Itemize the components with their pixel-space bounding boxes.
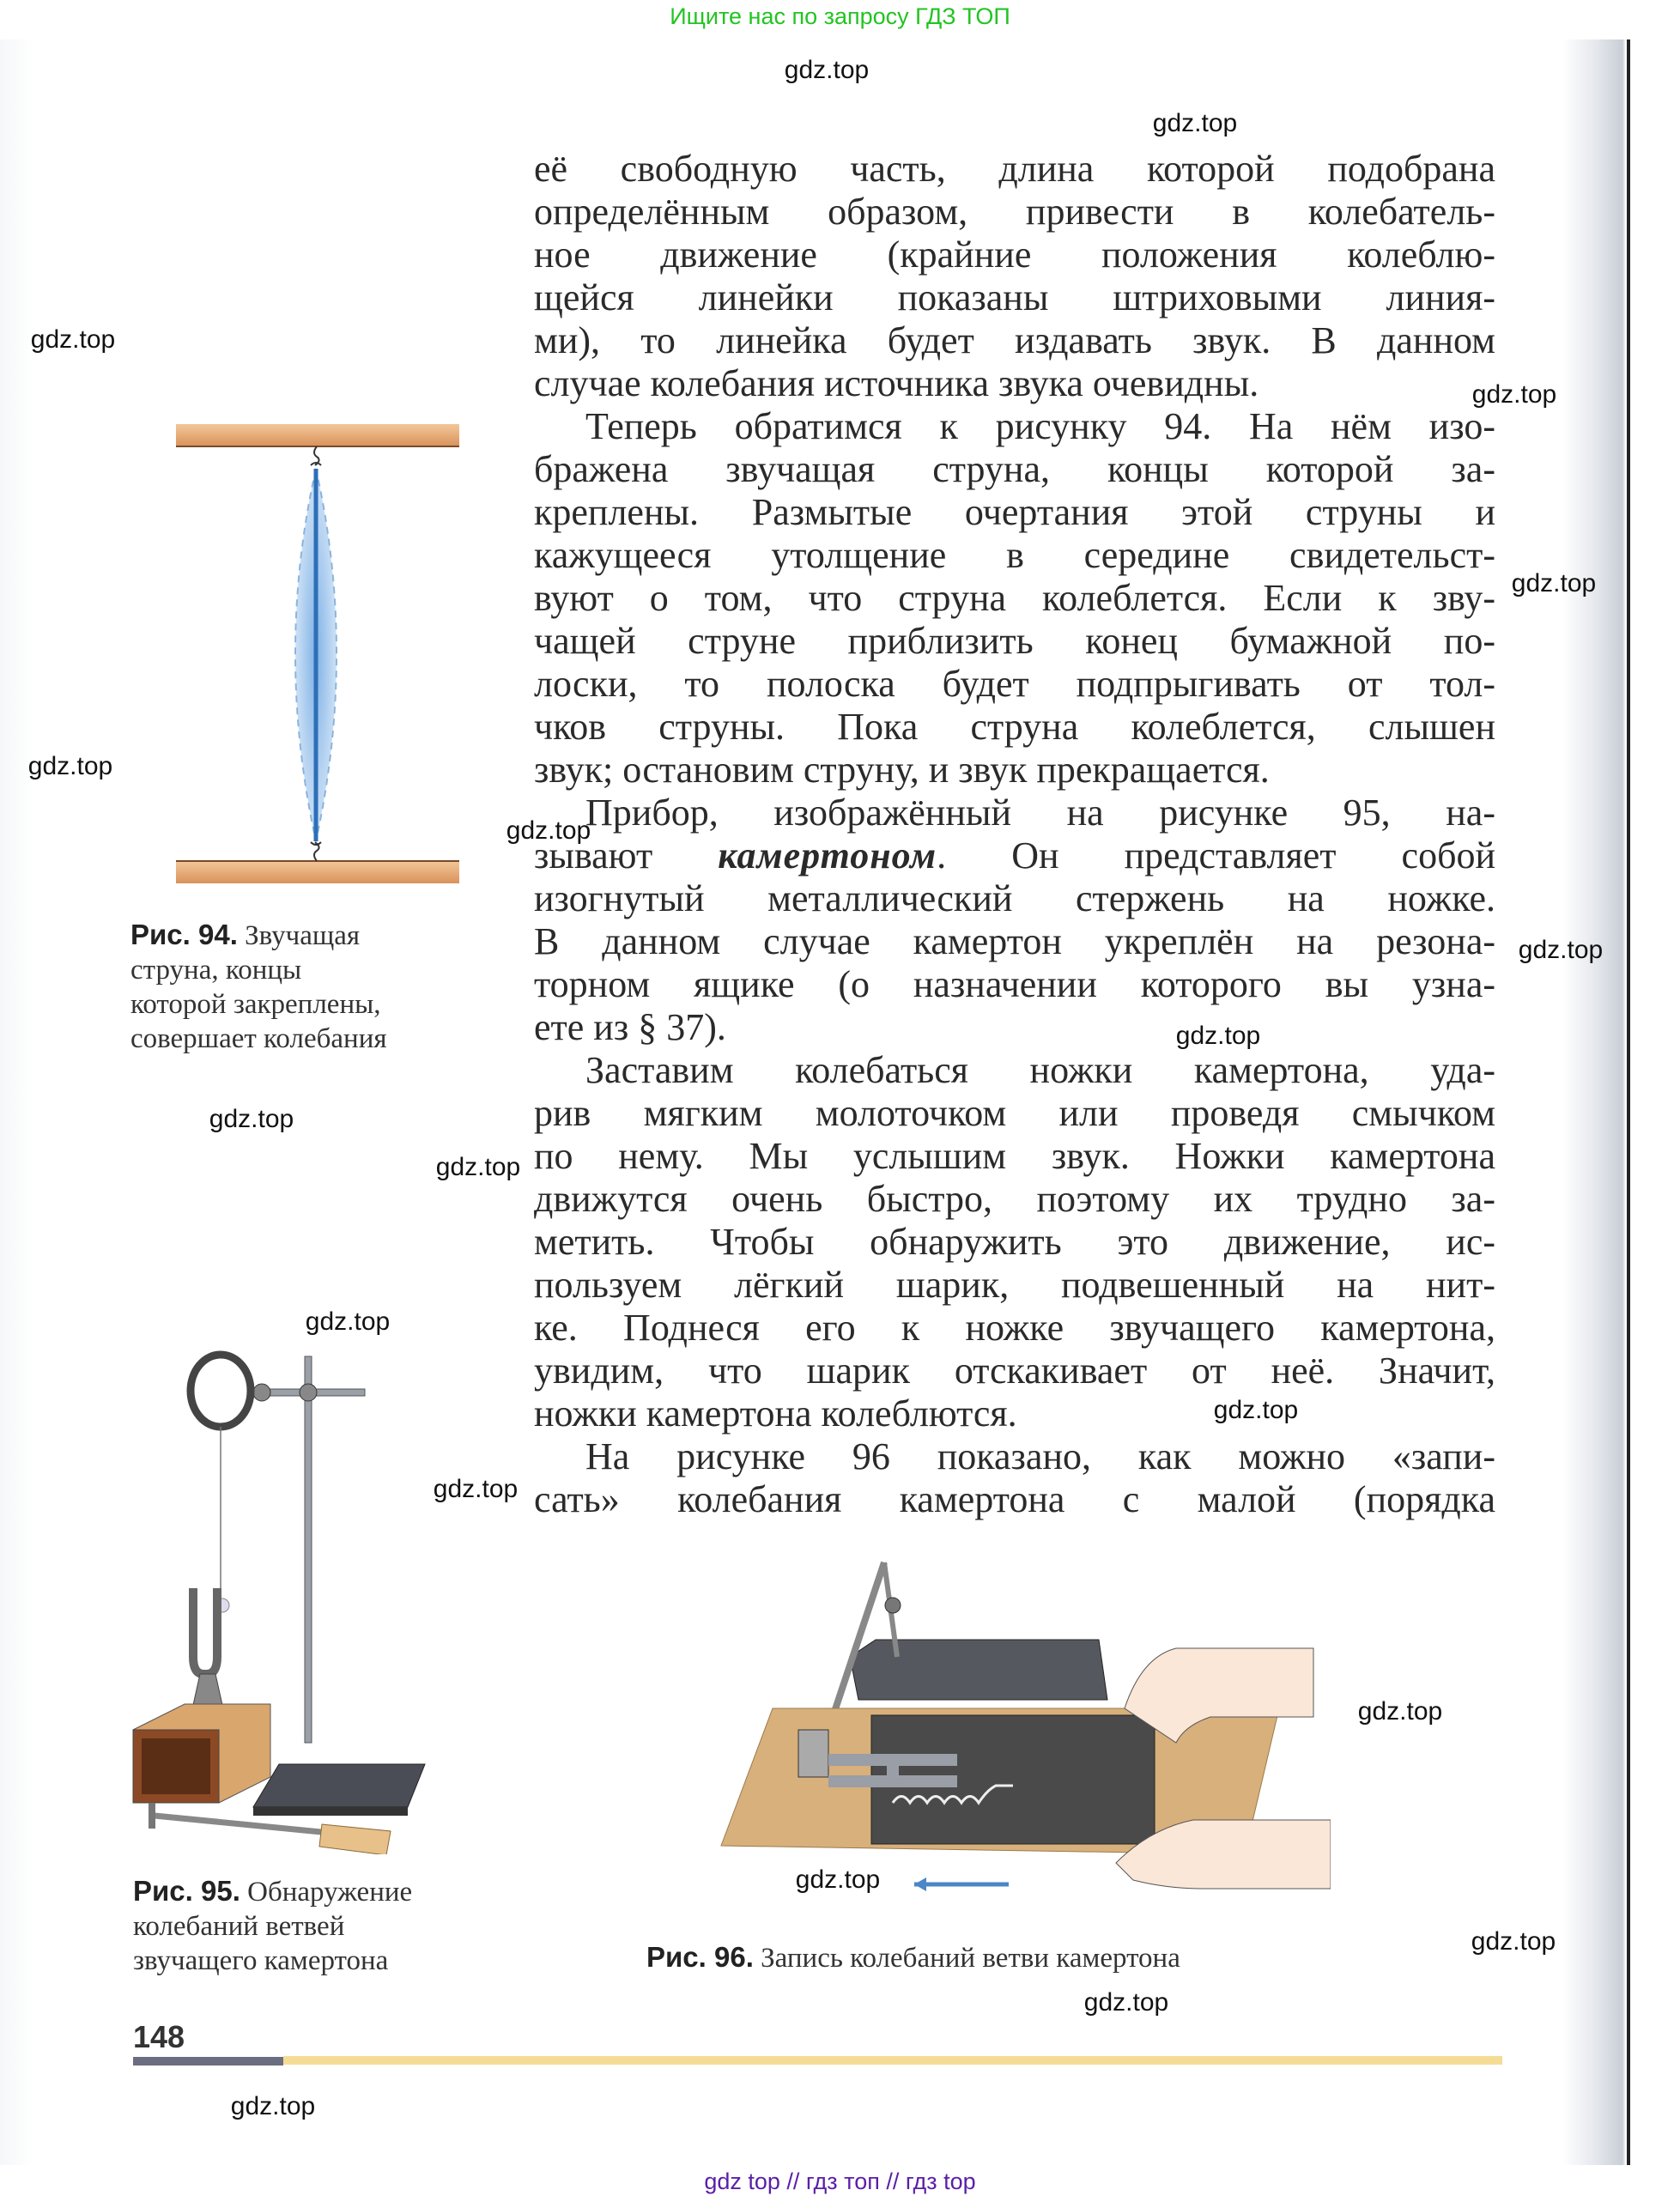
text-line <box>534 1178 1495 1221</box>
watermark: gdz.top <box>1213 1396 1299 1424</box>
caption-text: Запись колебаний ветви камертона <box>761 1943 1180 1974</box>
watermark: gdz.top <box>435 1153 521 1181</box>
text-line <box>534 663 1495 706</box>
figure-96-label: Рис. 96. <box>646 1941 754 1973</box>
text-segment: На рисунке 96 показано, как можно «запи- <box>585 1435 1495 1477</box>
footer-rule <box>283 2056 1502 2065</box>
watermark: gdz.top <box>1511 569 1597 597</box>
text-segment: зывают <box>534 834 719 877</box>
watermark: gdz.top <box>1152 109 1238 137</box>
text-segment: рив мягким молоточком или проведя смычком <box>534 1092 1495 1134</box>
text-line <box>534 362 1495 405</box>
text-line <box>534 276 1495 319</box>
caption-line: струна, концы <box>130 955 302 986</box>
text-segment: чков струны. Пока струна колеблется, слышен <box>534 706 1495 748</box>
caption-line: Звучащая <box>245 920 361 951</box>
text-segment: бражена звучащая струна, концы которой за- <box>534 448 1495 490</box>
watermark: gdz.top <box>506 816 591 845</box>
text-segment: определённым образом, привести в колебатель- <box>534 191 1495 233</box>
text-segment: по нему. Мы услышим звук. Ножки камертона <box>534 1135 1495 1177</box>
text-segment: лоски, то полоска будет подпрыгивать от тол- <box>534 663 1495 705</box>
caption-line: совершает колебания <box>130 1023 387 1054</box>
text-line <box>534 1135 1495 1178</box>
search-banner[interactable]: Ищите нас по запросу ГДЗ ТОП <box>670 3 1010 29</box>
watermark: gdz.top <box>305 1307 391 1336</box>
figure-95-label: Рис. 95. <box>133 1875 240 1907</box>
figure-96-recording-setup <box>713 1545 1331 1906</box>
text-segment: увидим, что шарик отскакивает от неё. Значит, <box>534 1350 1495 1392</box>
figure-95-tuning-fork-stand <box>124 1339 476 1854</box>
page-number: 148 <box>133 2019 185 2054</box>
text-segment: изогнутый металлический стержень на ножке. <box>534 877 1495 919</box>
figure-96-caption <box>646 1940 1180 1975</box>
text-segment: ке. Поднеся его к ножке звучащего камертона, <box>534 1307 1495 1349</box>
text-segment: ете из § 37). <box>534 1006 726 1048</box>
text-segment: чащей струне приблизить конец бумажной по- <box>534 620 1495 662</box>
text-segment: случае колебания источника звука очевидны. <box>534 362 1259 404</box>
text-line <box>534 1350 1495 1392</box>
text-line <box>534 792 1495 834</box>
footer-rule-accent <box>133 2057 283 2065</box>
text-segment: кажущееся утолщение в середине свидетельст- <box>534 534 1495 576</box>
watermark: gdz.top <box>1175 1022 1261 1050</box>
text-line <box>534 1307 1495 1350</box>
watermark: gdz.top <box>209 1105 294 1133</box>
text-line <box>534 1049 1495 1092</box>
text-line <box>534 620 1495 663</box>
text-line <box>534 491 1495 534</box>
watermark: gdz.top <box>1083 1988 1169 2017</box>
term-emphasis: камертоном <box>718 834 937 877</box>
watermark: gdz.top <box>1471 1927 1556 1956</box>
text-segment: креплены. Размытые очертания этой струны и <box>534 491 1495 533</box>
text-segment: . Он представляет собой <box>937 834 1496 877</box>
text-segment: В данном случае камертон укреплён на резона- <box>534 920 1495 962</box>
text-line <box>534 1264 1495 1307</box>
text-line <box>534 148 1495 191</box>
text-line <box>534 1478 1495 1521</box>
text-segment: пользуем лёгкий шарик, подвешенный на нит- <box>534 1264 1495 1306</box>
text-line <box>534 706 1495 749</box>
caption-line: Обнаружение <box>247 1877 413 1908</box>
figure-94-label: Рис. 94. <box>130 919 238 950</box>
text-line <box>534 1092 1495 1135</box>
text-line <box>534 577 1495 620</box>
text-line <box>534 749 1495 792</box>
watermark: gdz.top <box>230 2092 316 2120</box>
text-line <box>534 1006 1495 1049</box>
body-text <box>534 148 1495 1521</box>
watermark: gdz.top <box>1471 380 1557 409</box>
text-segment: звук; остановим струну, и звук прекращается. <box>534 749 1270 791</box>
caption-line: которой закреплены, <box>130 989 381 1020</box>
figure-94-caption <box>130 918 387 1056</box>
footer-links[interactable]: gdz top // гдз топ // гдз top <box>704 2169 976 2194</box>
text-line <box>534 1435 1495 1478</box>
watermark: gdz.top <box>784 56 870 84</box>
text-segment: ное движение (крайние положения колеблю- <box>534 234 1495 276</box>
watermark: gdz.top <box>1357 1697 1443 1726</box>
text-line <box>534 191 1495 234</box>
caption-line: колебаний ветвей <box>133 1911 345 1942</box>
watermark: gdz.top <box>433 1475 519 1503</box>
text-line <box>534 834 1495 877</box>
text-segment: ножки камертона колеблются. <box>534 1392 1017 1435</box>
caption-line: звучащего камертона <box>133 1945 389 1976</box>
text-line <box>534 1392 1495 1435</box>
text-segment: метить. Чтобы обнаружить это движение, ис- <box>534 1221 1495 1263</box>
text-line <box>534 448 1495 491</box>
text-segment: Теперь обратимся к рисунку 94. На нём изо- <box>585 405 1495 447</box>
text-segment: движутся очень быстро, поэтому их трудно за- <box>534 1178 1495 1220</box>
text-segment: ми), то линейка будет издавать звук. В данном <box>534 319 1495 361</box>
text-segment: Заставим колебаться ножки камертона, уда- <box>585 1049 1495 1091</box>
text-line <box>534 534 1495 577</box>
figure-95-caption <box>133 1874 412 1978</box>
text-line <box>534 920 1495 963</box>
watermark: gdz.top <box>27 752 113 780</box>
text-line <box>534 319 1495 362</box>
text-line <box>534 234 1495 276</box>
text-segment: вуют о том, что струна колеблется. Если к зву- <box>534 577 1495 619</box>
watermark: gdz.top <box>30 325 116 354</box>
page-edge <box>1627 39 1630 2165</box>
watermark: gdz.top <box>795 1865 881 1894</box>
text-line <box>534 1221 1495 1264</box>
text-line <box>534 405 1495 448</box>
text-segment: торном ящике (о назначении которого вы узна- <box>534 963 1495 1005</box>
text-line <box>534 963 1495 1006</box>
text-segment: Прибор, изображённый на рисунке 95, на- <box>585 792 1495 834</box>
watermark: gdz.top <box>1518 936 1604 964</box>
text-segment: её свободную часть, длина которой подобрана <box>534 148 1495 190</box>
text-line <box>534 877 1495 920</box>
text-segment: щейся линейки показаны штриховыми линия- <box>534 276 1495 318</box>
figure-94-string <box>172 412 468 893</box>
text-segment: сать» колебания камертона с малой (порядка <box>534 1478 1495 1520</box>
